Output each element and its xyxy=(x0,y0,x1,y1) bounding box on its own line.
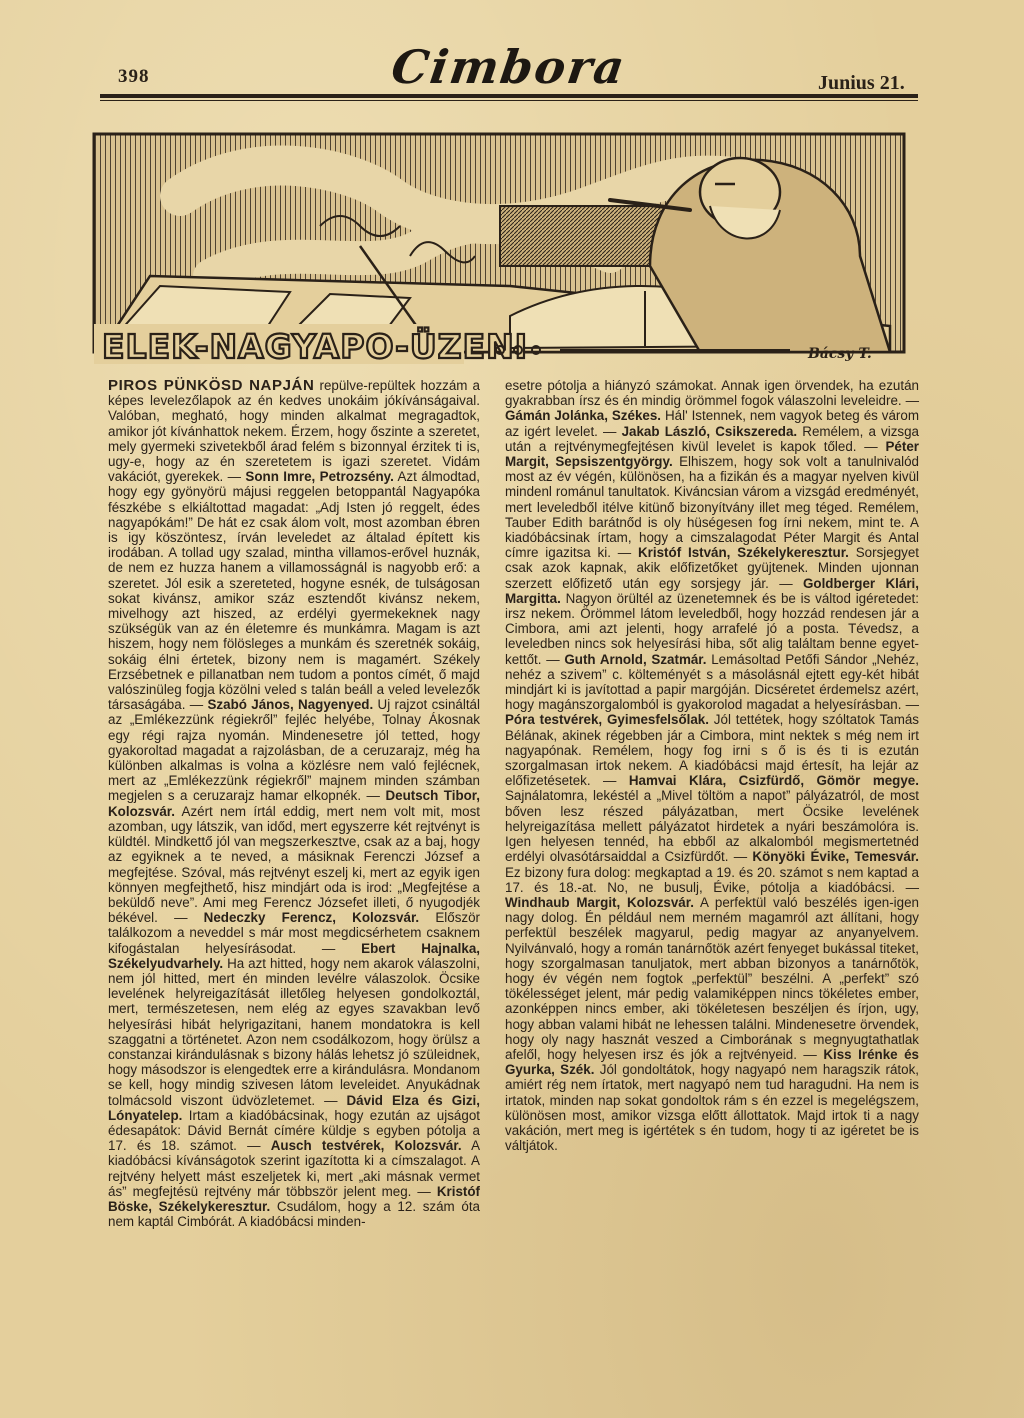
artist-signature: Bácsy T. xyxy=(808,346,872,362)
recipient-name: Dávid Elza és Gizi, Lónyatelep. xyxy=(108,1092,480,1123)
right-text: esetre pótolja a hiányzó számokat. Annak igen örvendek, ha ezután gyakrabban írsz és én mindig örömmel fogok válaszolni leveleidre. — Gámán Jolánka, Székes. Hál' Istennek, nem vagyok beteg és várom az igért levelet. — Jakab László, Csikszereda. Remélem, a vizsga után a rejtvénymegfejtésen kivül levelet is kapok tőled. — Péter Margit, Sepsiszentgyörgy. Elhiszem, hogy sok volt a tanulnivalód most az év végén, különösen, ha a fizikán és a magyar nyelven kivül mindenl románul tanultatok. Kiváncsian várom a vizsgád eredményét, mert leveledből itélve kitünő bizonyítvány illet meg téged. Remélem, Tauber Edith barátnőd is oly hüségesen fog írni nekem, mint te. A kiadóbácsinak írtam, hogy a cimszalagodat Péter Margit és Antal címre igazitsa ki. — Kristóf István, Székelykeresztur. Sorsjegyet csak azok kapnak, akik előfizetőket gyüjtenek. Minden ujonnan szerzett előfizető után egy sorsjegy jár. — Goldberger Klári, Margitta. Nagyon örültél az üzenetemnek és be is váltod igéretedet: irsz nekem. Örömmel látom leveledből, hogy hozzád rendesen jár a Cimbora, ami azt jelenti, hogy arrafelé jó a posta. Tévedsz, a leveledben nincs sok helyesírási hiba, sőt alig találtam benne egyet-kettőt. — Guth Arnold, Szatmár. Lemásoltad Petőfi Sándor „Nehéz, nehéz a szivem” c. költeményét s a másolásnál ejtett egy-két hibát mindjárt ki is javítottad a papir margóján. Dicséretet érdemelsz azért, hogy magánszorgalomból is gyakorolod magadat a helyesírásban. — Póra testvérek, Gyimesfelsőlak. Jól tettétek, hogy szóltatok Tamás Bélának, akinek régebben jár a Cimbora, mint nektek s még nem irt nagyapónak. Remélem, hogy fog irni s ő is és ti is ezután szorgalmasan irtok nekem. A kiadóbácsi majd értesít, ha lejár az előfizetésetek. — Hamvai Klára, Csizfürdő, Gömör megye. Sajnálatomra, lekéstél a „Mivel töltöm a napot” pályázatról, de most bőven lesz részed pályázatban, mert Öcsike levelének helyreigazítása mellett pályázatot hirdetek a nyári beszámolóra is. Igen helyesen tennéd, ha ebből az alkalomból megismertetnéd erdélyi olvasótársaiddal a Csizfürdőt. — Könyöki Évike, Temesvár. Ez bizony fura dolog: megkaptad a 19. és 20. számot s nem kaptad a 17. és 18.-at. No, ne busulj, Évike, pótolja a kiadóbácsi. — Windhaub Margit, Kolozsvár. A perfektül való beszélés igen-igen nagy dolog. Én például nem merném magamról azt állítani, hogy perfektül beszélek magyarul, pedig magyar az anyanyelvem. Nyilvánvaló, hogy a román tanárnőtök azért fenyeget bukással titeket, hogy szorgalmasan tanuljatok, mert abban bizonyos a tanárnőtök, hogy év végén nem fogtok „perfektül” beszélni. A „perfekt” szó tökélességet jelent, már pedig valamiképpen nincs tökéletes ember, azonképpen nincs ember, aki tökéletesen beszéljen és írjon, ugy, hogy abban valami hibát ne lehessen találni. Mindenesetre örvendek, hogy oly nagy hasznát veszed a Cimborának s megnyugtathatlak afelől, hogy helyesen irsz és jók a rejtvényeid. — Kiss Irénke és Gyurka, Szék. Jól gondoltátok, hogy nagyapó nem haragszik rátok, amiért rég nem írtatok, mert nagyapó nem tud haragudni. Ha nem is irtatok, minden nap sokat gondoltok rám s én ezzel is megelégszem, különösen most, amikor vizsga előtt állottatok. Majd irtok ti a nagy vakáción, mert meg is igértétek s én tudom, hogy ti az igéretet be is váltjátok. xyxy=(505,378,920,1154)
recipient-name: Hamvai Klára, Csizfürdő, Gömör megye. xyxy=(628,773,919,789)
left-column xyxy=(108,378,480,1229)
recipient-name: Jakab László, Csikszereda. xyxy=(621,423,798,439)
recipient-name: Kiss Irénke és Gyurka, Szék. xyxy=(505,1046,919,1078)
recipient-name: Guth Arnold, Szatmár. xyxy=(564,651,707,667)
recipient-name: Póra testvérek, Gyimesfelsőlak. xyxy=(505,712,709,728)
banner-illustration xyxy=(90,126,910,380)
recipient-name: Péter Margit, Sepsiszentgyörgy. xyxy=(505,438,919,470)
issue-date: Junius 21. xyxy=(818,72,905,94)
recipient-name: Ebert Hajnalka, Székelyudvarhely. xyxy=(108,940,480,971)
lead-heading: PIROS PÜNKÖSD NAPJÁN xyxy=(108,377,315,394)
header-rule-thin xyxy=(100,100,918,101)
illustration-banner xyxy=(90,126,910,380)
page-header xyxy=(0,0,1024,100)
recipient-name: Kristóf István, Székelykeresztur. xyxy=(638,545,849,561)
right-column xyxy=(505,378,919,1153)
recipient-name: Kristóf Böske, Székelykeresztur. xyxy=(108,1183,480,1214)
banner-title: ELEK-NAGYAPO-ÜZENI xyxy=(102,327,529,366)
recipient-name: Gámán Jolánka, Székes. xyxy=(505,408,662,424)
recipient-name: Windhaub Margit, Kolozsvár. xyxy=(505,894,694,910)
header-rule xyxy=(100,94,918,98)
recipient-name: Nedeczky Ferencz, Kolozsvár. xyxy=(203,910,420,926)
recipient-name: Sonn Imre, Petrozsény. xyxy=(245,469,394,485)
page-number: 398 xyxy=(118,66,150,87)
recipient-name: Goldberger Klári, Margitta. xyxy=(505,575,919,606)
recipient-name: Szabó János, Nagyenyed. xyxy=(207,697,374,713)
recipient-name: Könyöki Évike, Temesvár. xyxy=(752,849,919,865)
masthead-logo: Cimbora xyxy=(388,40,630,94)
recipient-name: Deutsch Tibor, Kolozsvár. xyxy=(108,788,480,819)
recipient-name: Ausch testvérek, Kolozsvár. xyxy=(270,1138,462,1154)
left-text: PIROS PÜNKÖSD NAPJÁN repülve-repültek hozzám a képes levelezőlapok az én kedves unokáim jókívánságaival. Valóban, megható, hogy minden alkalmat megragadtok, amikor jót kívánhattok nekem. Érzem, hogy őszinte a szeretet, mely gyermeki szivetekből árad felém s bizonnyal érzitek ti is, ugy-e, hogy az én szeretetem is igazi szeretet. Vidám vakációt, gyerekek. — Sonn Imre, Petrozsény. Azt álmodtad, hogy egy gyönyörü májusi reggelen betoppantál Nagyapóka fészkébe s elkiáltottad magadat: „Adj Isten jó reggelt, édes nagyapókám!” De hát ez csak álom volt, most azomban ébren is igy köszöntesz, írván leveledet az általad épített kis irodában. A tollad ugy szalad, mintha villamos-erővel huznák, de nem ez huzza hanem a villamosságnál is nagyobb erő: a szeretet. Jól esik a szereteted, hogyne esnék, de tulságosan sokat kivánsz, amikor száz esztendőt kivánsz nekem, mivelhogy azt hiszed, az erdélyi gyermekeknek nagy szükségük van az én életemre és munkámra. Magam is azt hiszem, hogy nem fölösleges a munkám és szeretnék sokáig, sokáig élni értetek, bizony nem is magamért. Székely Erzsébetnek e pillanatban nem tudom a pontos címét, ő majd valószinüleg fogja közölni veled s talán beáll a veled levelezők társaságába. — Szabó János, Nagyenyed. Uj rajzot csináltál az „Emlékezzünk régiekről” fejléc helyébe, Tolnay Ákosnak egy régi rajza nyomán. Mindenesetre jól tetted, hogy gyakoroltad magadat a rajzolásban, de a ceruzarajz, még ha különben alkalmas is volna a közlésre nem való fejlécnek, mert az „Emlékezzünk régiekről” majnem minden számban megjelen s a ceruzarajz hamar elkopnék. — Deutsch Tibor, Kolozsvár. Azért nem írtál eddig, mert nem volt mit, most azomban, ugy látszik, van időd, mert egyszerre két rejtvényt is küldtél. Mindkettő jól van megszerkesztve, csak az a baj, hogy az egyiknek a te neved, a másiknak Ferenczi József a megfejtése. Szóval, más rejtvényt eszelj ki, mert az egyik igen könnyen megfejthető, hisz mindjárt oda is irod: „Megfejtése a beküldő neve”. Ami meg Ferencz Józsefet illeti, ő nyugodjék békével. — Nedeczky Ferencz, Kolozsvár. Először találkozom a neveddel s már most megdicsérhetem csaknem kifogástalan helyesírásodat. — Ebert Hajnalka, Székelyudvarhely. Ha azt hitted, hogy nem akarok válaszolni, nem jól hitted, mert én minden levélre válaszolok. Öcsike levelének helyreigazítását illetőleg helyesen gondolkoztál, mert, természetesen, nem elég az egyes szavakban levő helyesírási hibát helyrigazitani, hanem mondatokra is kell szaggatni a történetet. Azon nem csodálkozom, hogy örülsz a constanzai kirándulásnak s bizony hálás lehetsz jó szüleidnek, hogy másodszor is elengedtek erre a kirándulásra. Mondanom se kell, hogy mindig szivesen látom leveleidet. Anyukádnak tolmácsold viszont üdvözletemet. — Dávid Elza és Gizi, Lónyatelep. Irtam a kiadóbácsinak, hogy ezután az ujságot édesapátok: Dávid Bernát címére küldje s egyben pótolja a 17. és 18. számot. — Ausch testvérek, Kolozsvár. A kiadóbácsi kívánságotok szerint igazította ki a címszalagot. A rejtvény helyett mást eszeljetek ki, mert „aki másnak vermet ás” megfejtésü rejtvény már többször jelent meg. — Kristóf Böske, Székelykeresztur. Csudálom, hogy a 12. szám óta nem kaptál Cimbórát. A kiadóbácsi minden- xyxy=(108,377,480,1230)
